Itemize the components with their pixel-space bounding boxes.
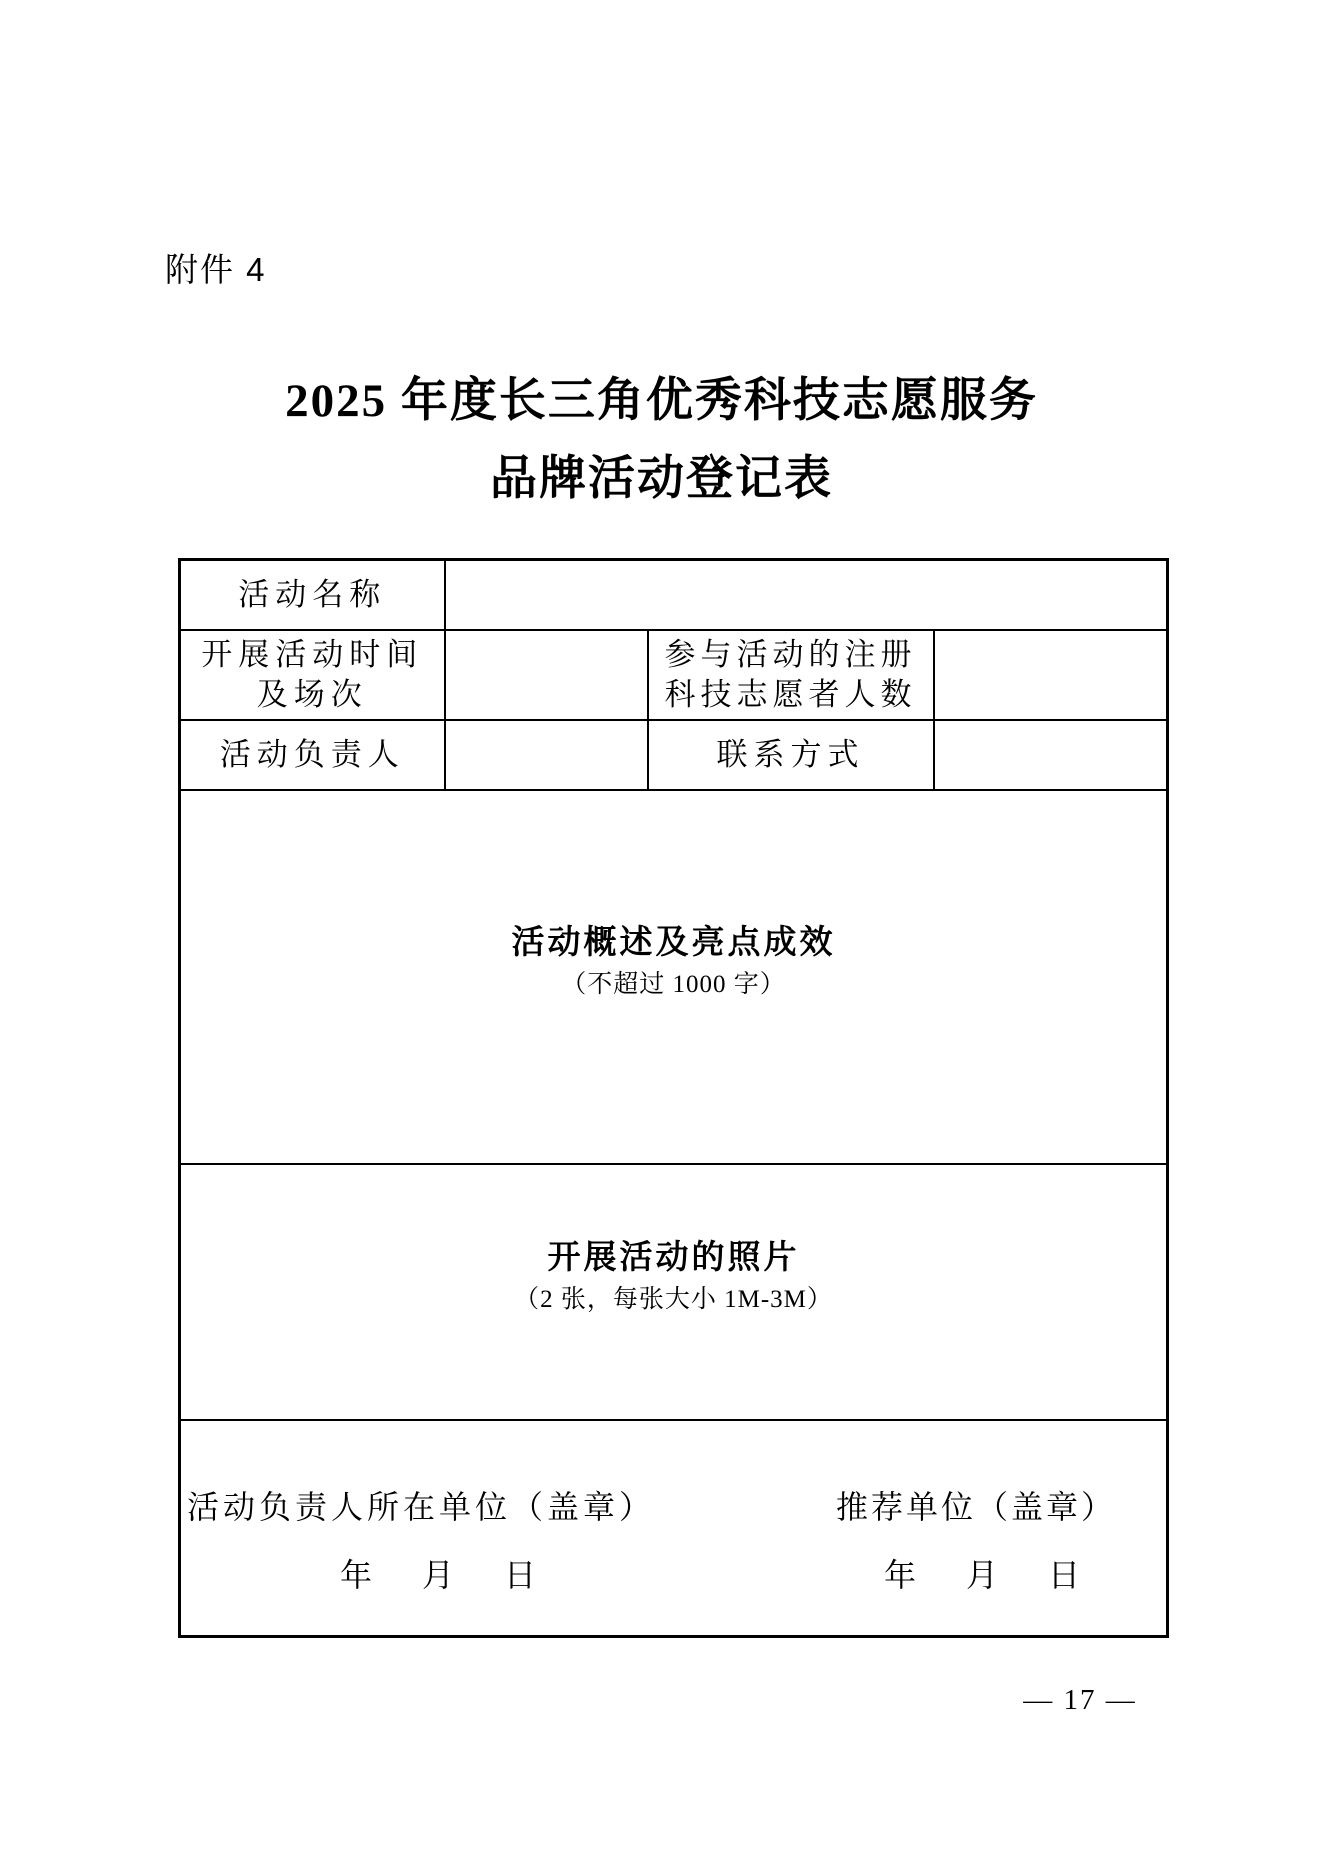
document-title-line2: 品牌活动登记表 [490, 453, 833, 505]
recommending-unit-seal-block [836, 1488, 1117, 1593]
row-signature-section [180, 1420, 1168, 1637]
photos-section [180, 1164, 1168, 1420]
activity-time-label-line1: 开展活动时间 [201, 636, 424, 672]
page-number: — 17 — [1023, 1684, 1137, 1716]
photos-note: （2 张，每张大小 1M-3M） [514, 1285, 833, 1313]
volunteer-count-field[interactable] [934, 630, 1168, 720]
contact-label: 联系方式 [648, 720, 934, 790]
volunteer-count-label [648, 630, 934, 720]
host-unit-seal-block [187, 1488, 656, 1593]
overview-content-area[interactable] [181, 999, 1166, 1039]
overview-note: （不超过 1000 字） [561, 970, 786, 998]
activity-name-field[interactable] [445, 560, 1168, 630]
document-title-line1: 2025 年度长三角优秀科技志愿服务 [285, 375, 1038, 427]
activity-name-label: 活动名称 [180, 560, 445, 630]
photos-content-area[interactable] [181, 1314, 1166, 1354]
host-unit-year-label: 年 [339, 1556, 372, 1593]
host-unit-month-label: 月 [421, 1556, 454, 1593]
row-overview-section [180, 790, 1168, 1164]
document-title [0, 362, 1323, 518]
activity-time-label [180, 630, 445, 720]
contact-field[interactable] [934, 720, 1168, 790]
recommending-unit-year-label: 年 [883, 1556, 916, 1593]
recommending-unit-date-line [836, 1557, 1112, 1593]
row-activity-time [180, 630, 1168, 720]
host-unit-date-line [187, 1557, 649, 1593]
signature-section [180, 1420, 1168, 1637]
row-leader-contact [180, 720, 1168, 790]
recommending-unit-seal-label: 推荐单位（盖章） [836, 1488, 1117, 1525]
leader-label: 活动负责人 [180, 720, 445, 790]
volunteer-count-label-line2: 科技志愿者人数 [664, 676, 917, 712]
activity-time-field[interactable] [445, 630, 648, 720]
leader-field[interactable] [445, 720, 648, 790]
attachment-label: 附件 4 [165, 251, 267, 288]
recommending-unit-day-label: 日 [1048, 1556, 1081, 1593]
volunteer-count-label-line1: 参与活动的注册 [664, 636, 917, 672]
recommending-unit-month-label: 月 [965, 1556, 998, 1593]
photos-heading: 开展活动的照片 [547, 1237, 800, 1275]
row-activity-name [180, 560, 1168, 630]
overview-heading: 活动概述及亮点成效 [511, 922, 836, 960]
registration-form-table [178, 558, 1169, 1638]
row-photos-section [180, 1164, 1168, 1420]
activity-time-label-line2: 及场次 [256, 676, 368, 712]
overview-section [180, 790, 1168, 1164]
host-unit-seal-label: 活动负责人所在单位（盖章） [187, 1488, 656, 1525]
host-unit-day-label: 日 [504, 1556, 537, 1593]
